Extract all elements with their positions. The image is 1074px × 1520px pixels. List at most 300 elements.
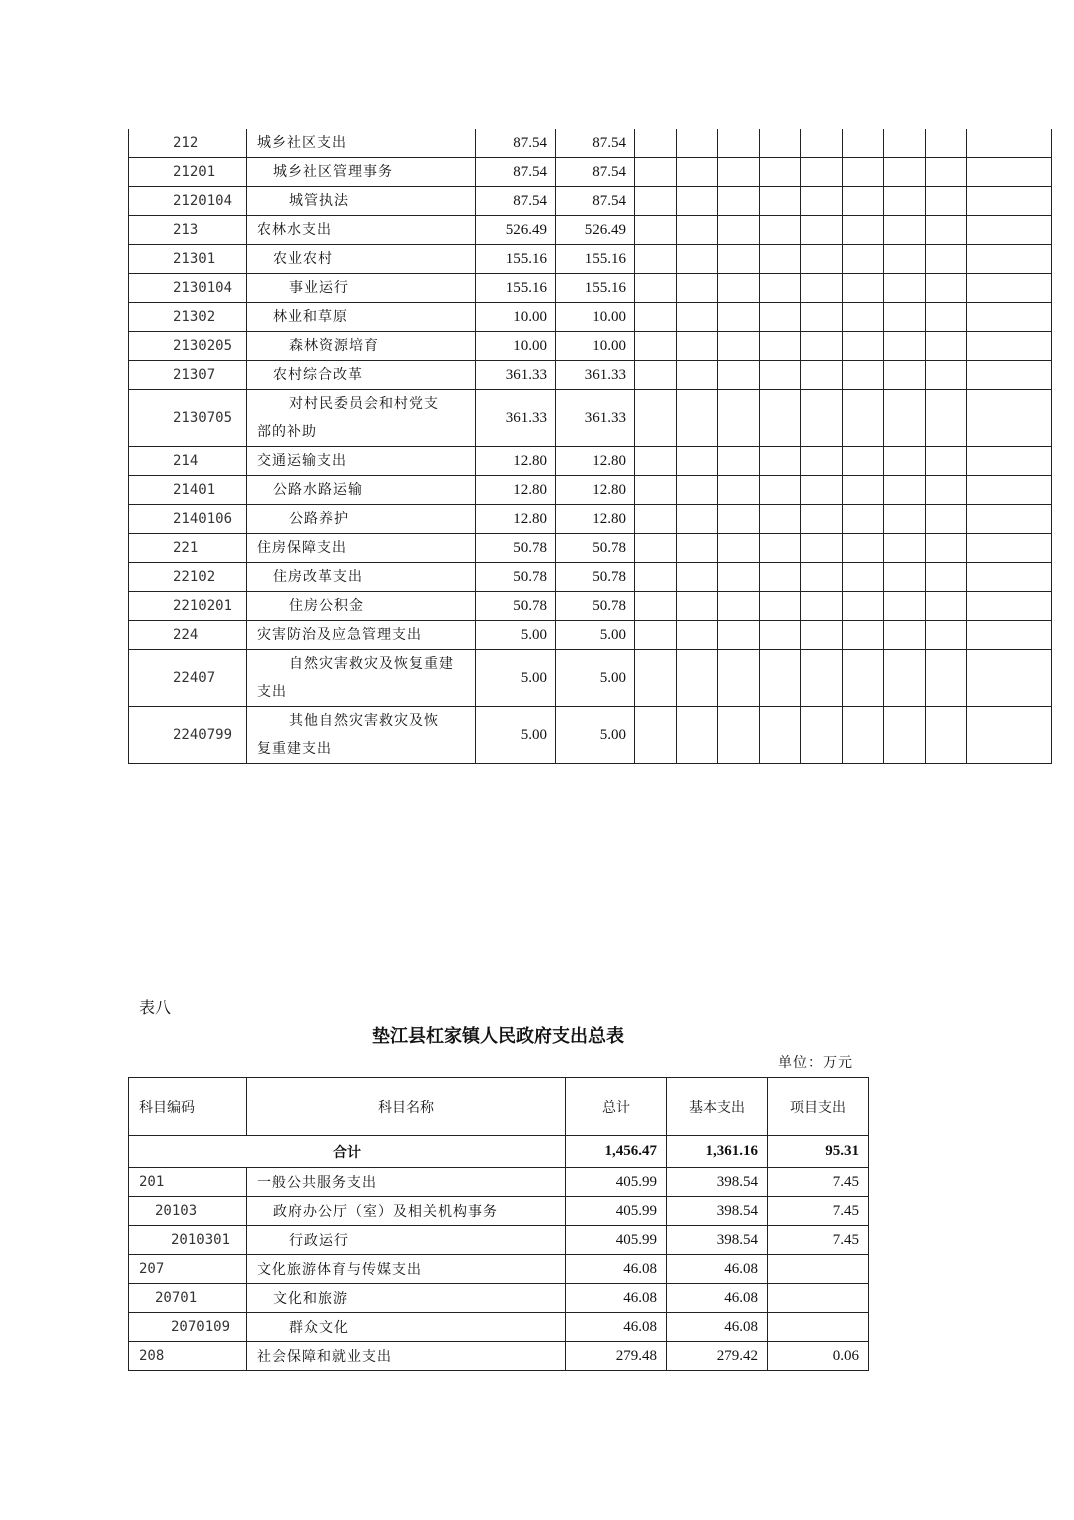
row-total: 155.16	[476, 274, 556, 303]
row-name: 农林水支出	[247, 216, 476, 245]
row-code: 2210201	[129, 592, 247, 621]
empty-cell	[635, 274, 677, 303]
empty-cell	[718, 621, 760, 650]
empty-cell	[843, 129, 884, 158]
table-row	[129, 187, 1052, 216]
table-row	[129, 650, 1052, 707]
row-total: 155.16	[476, 245, 556, 274]
table-row	[129, 274, 1052, 303]
empty-cell	[635, 216, 677, 245]
row-project: 7.45	[768, 1168, 869, 1197]
empty-cell	[926, 274, 967, 303]
empty-cell	[677, 505, 718, 534]
summary-basic: 1,361.16	[667, 1136, 768, 1168]
empty-cell	[760, 707, 801, 764]
row-total: 46.08	[566, 1255, 667, 1284]
empty-cell	[801, 361, 843, 390]
empty-cell	[760, 332, 801, 361]
empty-cell	[843, 303, 884, 332]
row-name	[247, 707, 476, 764]
empty-cell	[967, 129, 1052, 158]
row-code: 20701	[129, 1284, 247, 1313]
empty-cell	[677, 361, 718, 390]
empty-cell	[967, 332, 1052, 361]
row-name: 林业和草原	[247, 303, 476, 332]
table-row	[129, 534, 1052, 563]
table-row	[129, 361, 1052, 390]
table-row	[129, 1255, 869, 1284]
empty-cell	[760, 245, 801, 274]
empty-cell	[884, 563, 926, 592]
row-total: 361.33	[476, 390, 556, 447]
row-basic: 398.54	[667, 1197, 768, 1226]
row-project: 7.45	[768, 1226, 869, 1255]
empty-cell	[718, 129, 760, 158]
empty-cell	[884, 621, 926, 650]
row-code: 208	[129, 1342, 247, 1371]
row-name: 政府办公厅（室）及相关机构事务	[247, 1197, 566, 1226]
row-total: 50.78	[476, 534, 556, 563]
table-row	[129, 245, 1052, 274]
empty-cell	[718, 563, 760, 592]
empty-cell	[884, 245, 926, 274]
empty-cell	[635, 447, 677, 476]
empty-cell	[718, 216, 760, 245]
empty-cell	[677, 390, 718, 447]
row-code: 21301	[129, 245, 247, 274]
row-code: 201	[129, 1168, 247, 1197]
empty-cell	[967, 621, 1052, 650]
empty-cell	[718, 245, 760, 274]
row-total: 405.99	[566, 1168, 667, 1197]
empty-cell	[843, 332, 884, 361]
row-total: 405.99	[566, 1226, 667, 1255]
empty-cell	[801, 650, 843, 707]
empty-cell	[843, 158, 884, 187]
expense-table-body	[129, 129, 1052, 764]
table-row	[129, 563, 1052, 592]
empty-cell	[926, 592, 967, 621]
table-row	[129, 476, 1052, 505]
row-basic: 50.78	[556, 563, 635, 592]
empty-cell	[760, 563, 801, 592]
empty-cell	[718, 187, 760, 216]
expense-summary-table	[128, 1077, 869, 1371]
empty-cell	[926, 390, 967, 447]
row-name: 文化和旅游	[247, 1284, 566, 1313]
empty-cell	[801, 187, 843, 216]
header-code: 科目编码	[129, 1078, 247, 1136]
row-name: 行政运行	[247, 1226, 566, 1255]
row-basic: 50.78	[556, 592, 635, 621]
empty-cell	[718, 390, 760, 447]
empty-cell	[926, 707, 967, 764]
empty-cell	[635, 187, 677, 216]
table-row	[129, 303, 1052, 332]
summary-table-body	[129, 1136, 869, 1371]
row-code: 2130705	[129, 390, 247, 447]
row-basic: 87.54	[556, 129, 635, 158]
empty-cell	[926, 534, 967, 563]
empty-cell	[718, 592, 760, 621]
row-basic: 5.00	[556, 621, 635, 650]
summary-label: 合计	[129, 1136, 566, 1168]
empty-cell	[884, 216, 926, 245]
row-name-line1: 对村民委员会和村党支	[289, 396, 439, 412]
empty-cell	[801, 534, 843, 563]
summary-project: 95.31	[768, 1136, 869, 1168]
row-basic: 50.78	[556, 534, 635, 563]
table-row	[129, 216, 1052, 245]
empty-cell	[677, 476, 718, 505]
empty-cell	[843, 476, 884, 505]
row-code: 21307	[129, 361, 247, 390]
empty-cell	[884, 707, 926, 764]
header-name: 科目名称	[247, 1078, 566, 1136]
empty-cell	[843, 390, 884, 447]
summary-row	[129, 1136, 869, 1168]
empty-cell	[967, 158, 1052, 187]
empty-cell	[884, 476, 926, 505]
empty-cell	[677, 592, 718, 621]
empty-cell	[967, 187, 1052, 216]
empty-cell	[635, 505, 677, 534]
row-total: 526.49	[476, 216, 556, 245]
empty-cell	[884, 158, 926, 187]
row-basic: 5.00	[556, 650, 635, 707]
empty-cell	[760, 129, 801, 158]
empty-cell	[843, 592, 884, 621]
empty-cell	[843, 621, 884, 650]
empty-cell	[843, 505, 884, 534]
empty-cell	[926, 447, 967, 476]
empty-cell	[801, 563, 843, 592]
empty-cell	[760, 447, 801, 476]
row-code: 21302	[129, 303, 247, 332]
row-basic: 46.08	[667, 1313, 768, 1342]
row-total: 361.33	[476, 361, 556, 390]
row-total: 10.00	[476, 303, 556, 332]
row-project	[768, 1255, 869, 1284]
table-row	[129, 390, 1052, 447]
empty-cell	[635, 245, 677, 274]
table-caption: 表八	[139, 998, 172, 1017]
empty-cell	[801, 158, 843, 187]
empty-cell	[718, 447, 760, 476]
empty-cell	[677, 187, 718, 216]
empty-cell	[635, 129, 677, 158]
table-row	[129, 505, 1052, 534]
row-total: 5.00	[476, 650, 556, 707]
row-name: 住房改革支出	[247, 563, 476, 592]
row-name: 群众文化	[247, 1313, 566, 1342]
empty-cell	[843, 650, 884, 707]
empty-cell	[760, 650, 801, 707]
empty-cell	[677, 563, 718, 592]
row-name	[247, 390, 476, 447]
empty-cell	[760, 505, 801, 534]
row-code: 2240799	[129, 707, 247, 764]
table-row	[129, 592, 1052, 621]
empty-cell	[635, 332, 677, 361]
row-basic: 87.54	[556, 158, 635, 187]
empty-cell	[926, 621, 967, 650]
empty-cell	[760, 158, 801, 187]
row-basic: 5.00	[556, 707, 635, 764]
row-total: 405.99	[566, 1197, 667, 1226]
row-name: 住房保障支出	[247, 534, 476, 563]
row-code: 22102	[129, 563, 247, 592]
row-name: 城乡社区支出	[247, 129, 476, 158]
row-project: 7.45	[768, 1197, 869, 1226]
row-code: 21401	[129, 476, 247, 505]
row-basic: 12.80	[556, 476, 635, 505]
row-total: 5.00	[476, 707, 556, 764]
header-basic: 基本支出	[667, 1078, 768, 1136]
empty-cell	[718, 534, 760, 563]
empty-cell	[967, 216, 1052, 245]
empty-cell	[760, 621, 801, 650]
row-name: 灾害防治及应急管理支出	[247, 621, 476, 650]
table-row	[129, 621, 1052, 650]
empty-cell	[677, 245, 718, 274]
header-row	[129, 1078, 869, 1136]
row-total: 10.00	[476, 332, 556, 361]
empty-cell	[967, 245, 1052, 274]
empty-cell	[967, 476, 1052, 505]
empty-cell	[635, 534, 677, 563]
row-basic: 46.08	[667, 1255, 768, 1284]
empty-cell	[635, 563, 677, 592]
row-name: 农业农村	[247, 245, 476, 274]
table-title: 垫江县杠家镇人民政府支出总表	[372, 1026, 624, 1047]
row-name: 森林资源培育	[247, 332, 476, 361]
row-total: 279.48	[566, 1342, 667, 1371]
table-row	[129, 447, 1052, 476]
empty-cell	[760, 216, 801, 245]
empty-cell	[967, 303, 1052, 332]
table-row	[129, 129, 1052, 158]
empty-cell	[760, 187, 801, 216]
empty-cell	[967, 650, 1052, 707]
empty-cell	[718, 650, 760, 707]
row-name: 城管执法	[247, 187, 476, 216]
row-code: 22407	[129, 650, 247, 707]
row-basic: 361.33	[556, 390, 635, 447]
row-total: 5.00	[476, 621, 556, 650]
empty-cell	[801, 245, 843, 274]
row-code: 221	[129, 534, 247, 563]
empty-cell	[635, 361, 677, 390]
empty-cell	[884, 650, 926, 707]
empty-cell	[884, 361, 926, 390]
row-name: 公路养护	[247, 505, 476, 534]
empty-cell	[967, 390, 1052, 447]
empty-cell	[677, 534, 718, 563]
row-basic: 12.80	[556, 447, 635, 476]
empty-cell	[843, 274, 884, 303]
row-total: 12.80	[476, 447, 556, 476]
row-name: 文化旅游体育与传媒支出	[247, 1255, 566, 1284]
empty-cell	[843, 563, 884, 592]
row-code: 2120104	[129, 187, 247, 216]
row-total: 87.54	[476, 158, 556, 187]
empty-cell	[635, 707, 677, 764]
table-row	[129, 332, 1052, 361]
empty-cell	[677, 158, 718, 187]
empty-cell	[635, 650, 677, 707]
row-code: 2140106	[129, 505, 247, 534]
row-total: 12.80	[476, 476, 556, 505]
empty-cell	[926, 361, 967, 390]
empty-cell	[801, 303, 843, 332]
empty-cell	[718, 361, 760, 390]
row-basic: 155.16	[556, 274, 635, 303]
empty-cell	[884, 332, 926, 361]
empty-cell	[635, 621, 677, 650]
summary-total: 1,456.47	[566, 1136, 667, 1168]
row-total: 12.80	[476, 505, 556, 534]
row-code: 212	[129, 129, 247, 158]
empty-cell	[884, 447, 926, 476]
empty-cell	[926, 303, 967, 332]
empty-cell	[801, 390, 843, 447]
empty-cell	[801, 505, 843, 534]
row-basic: 10.00	[556, 332, 635, 361]
empty-cell	[760, 592, 801, 621]
empty-cell	[926, 187, 967, 216]
row-total: 87.54	[476, 187, 556, 216]
table-row	[129, 1168, 869, 1197]
empty-cell	[677, 332, 718, 361]
empty-cell	[677, 216, 718, 245]
empty-cell	[843, 216, 884, 245]
empty-cell	[801, 216, 843, 245]
table-row	[129, 1284, 869, 1313]
empty-cell	[635, 476, 677, 505]
row-name: 一般公共服务支出	[247, 1168, 566, 1197]
empty-cell	[926, 332, 967, 361]
row-code: 224	[129, 621, 247, 650]
empty-cell	[926, 476, 967, 505]
empty-cell	[760, 274, 801, 303]
row-code: 20103	[129, 1197, 247, 1226]
empty-cell	[843, 707, 884, 764]
row-code: 213	[129, 216, 247, 245]
empty-cell	[884, 534, 926, 563]
row-name-line2: 支出	[257, 684, 287, 700]
table-row	[129, 1313, 869, 1342]
empty-cell	[718, 274, 760, 303]
table-row	[129, 1197, 869, 1226]
row-basic: 12.80	[556, 505, 635, 534]
empty-cell	[843, 245, 884, 274]
empty-cell	[677, 129, 718, 158]
empty-cell	[884, 129, 926, 158]
empty-cell	[926, 245, 967, 274]
empty-cell	[926, 216, 967, 245]
empty-cell	[677, 274, 718, 303]
row-name: 城乡社区管理事务	[247, 158, 476, 187]
expense-table-continued	[128, 129, 1052, 764]
empty-cell	[967, 361, 1052, 390]
row-name-line2: 复重建支出	[257, 741, 332, 757]
empty-cell	[926, 650, 967, 707]
empty-cell	[967, 534, 1052, 563]
row-name	[247, 650, 476, 707]
row-total: 50.78	[476, 592, 556, 621]
row-project: 0.06	[768, 1342, 869, 1371]
empty-cell	[677, 707, 718, 764]
empty-cell	[718, 332, 760, 361]
empty-cell	[801, 129, 843, 158]
empty-cell	[926, 563, 967, 592]
row-total: 50.78	[476, 563, 556, 592]
row-code: 214	[129, 447, 247, 476]
empty-cell	[801, 476, 843, 505]
empty-cell	[884, 274, 926, 303]
row-name-line1: 自然灾害救灾及恢复重建	[289, 656, 454, 672]
row-code: 2010301	[129, 1226, 247, 1255]
table-row	[129, 158, 1052, 187]
empty-cell	[843, 447, 884, 476]
row-basic: 279.42	[667, 1342, 768, 1371]
row-name-line1: 其他自然灾害救灾及恢	[289, 713, 439, 729]
row-name: 事业运行	[247, 274, 476, 303]
empty-cell	[884, 592, 926, 621]
row-code: 207	[129, 1255, 247, 1284]
empty-cell	[926, 129, 967, 158]
empty-cell	[635, 592, 677, 621]
empty-cell	[884, 505, 926, 534]
row-name: 公路水路运输	[247, 476, 476, 505]
header-total: 总计	[566, 1078, 667, 1136]
row-name: 交通运输支出	[247, 447, 476, 476]
empty-cell	[967, 563, 1052, 592]
empty-cell	[718, 505, 760, 534]
empty-cell	[760, 476, 801, 505]
empty-cell	[718, 303, 760, 332]
row-basic: 46.08	[667, 1284, 768, 1313]
empty-cell	[760, 390, 801, 447]
empty-cell	[801, 621, 843, 650]
empty-cell	[884, 390, 926, 447]
header-project: 项目支出	[768, 1078, 869, 1136]
empty-cell	[635, 303, 677, 332]
table-row	[129, 1342, 869, 1371]
empty-cell	[677, 621, 718, 650]
empty-cell	[926, 158, 967, 187]
row-basic: 398.54	[667, 1226, 768, 1255]
empty-cell	[801, 592, 843, 621]
row-code: 21201	[129, 158, 247, 187]
empty-cell	[635, 390, 677, 447]
empty-cell	[884, 187, 926, 216]
empty-cell	[967, 592, 1052, 621]
row-name: 农村综合改革	[247, 361, 476, 390]
row-code: 2070109	[129, 1313, 247, 1342]
empty-cell	[843, 361, 884, 390]
row-basic: 10.00	[556, 303, 635, 332]
empty-cell	[801, 332, 843, 361]
empty-cell	[677, 303, 718, 332]
empty-cell	[760, 303, 801, 332]
empty-cell	[677, 447, 718, 476]
empty-cell	[967, 447, 1052, 476]
row-basic: 526.49	[556, 216, 635, 245]
empty-cell	[967, 707, 1052, 764]
empty-cell	[801, 707, 843, 764]
